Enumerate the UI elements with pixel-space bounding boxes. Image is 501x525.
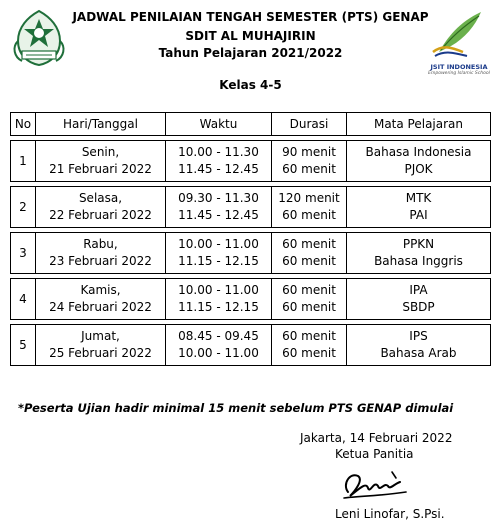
date: 23 Februari 2022 — [49, 254, 152, 268]
subject: SBDP — [402, 300, 435, 314]
row-number: 5 — [10, 324, 36, 366]
time-slot: 10.00 - 11.00 — [178, 283, 259, 297]
time-cell — [166, 140, 272, 182]
day-date-cell — [36, 278, 166, 320]
day: Kamis, — [80, 283, 121, 297]
table-header-row — [10, 112, 491, 136]
subject: Bahasa Indonesia — [365, 145, 472, 159]
header-day-date: Hari/Tanggal — [36, 112, 166, 136]
time-slot: 11.45 - 12.45 — [178, 208, 259, 222]
date: 24 Februari 2022 — [49, 300, 152, 314]
signatory-name: Leni Linofar, S.Psi. — [335, 507, 445, 521]
row-number: 3 — [10, 232, 36, 274]
attendance-note: *Peserta Ujian hadir minimal 15 menit sebelum PTS GENAP dimulai — [18, 401, 454, 415]
duration: 60 menit — [282, 346, 336, 360]
header-time: Waktu — [166, 112, 272, 136]
place-date: Jakarta, 14 Februari 2022 — [300, 431, 453, 445]
time-slot: 09.30 - 11.30 — [178, 191, 259, 205]
duration: 60 menit — [282, 300, 336, 314]
duration: 60 menit — [282, 329, 336, 343]
duration: 60 menit — [282, 237, 336, 251]
subject-cell — [347, 140, 491, 182]
school-name: SDIT AL MUHAJIRIN — [185, 29, 316, 43]
header-subject: Mata Pelajaran — [347, 112, 491, 136]
subject-cell — [347, 278, 491, 320]
table-row — [10, 232, 491, 274]
date: 25 Februari 2022 — [49, 346, 152, 360]
day: Senin, — [81, 145, 120, 159]
subject-cell — [347, 324, 491, 366]
duration: 60 menit — [282, 208, 336, 222]
header-duration: Durasi — [272, 112, 347, 136]
day: Jumat, — [81, 329, 120, 343]
duration: 120 menit — [278, 191, 340, 205]
time-cell — [166, 278, 272, 320]
document-title: JADWAL PENILAIAN TENGAH SEMESTER (PTS) GENAP — [72, 10, 429, 24]
duration-cell — [272, 278, 347, 320]
time-slot: 11.15 - 12.15 — [178, 254, 259, 268]
table-row — [10, 186, 491, 228]
schedule-table — [10, 108, 491, 370]
day-date-cell — [36, 140, 166, 182]
subject: PPKN — [402, 237, 435, 251]
day-date-cell — [36, 232, 166, 274]
time-slot: 11.45 - 12.45 — [178, 162, 259, 176]
subject: IPA — [409, 283, 428, 297]
subject: IPS — [409, 329, 428, 343]
duration: 90 menit — [282, 145, 336, 159]
duration: 60 menit — [282, 283, 336, 297]
time-slot: 11.15 - 12.15 — [178, 300, 259, 314]
time-slot: 08.45 - 09.45 — [178, 329, 259, 343]
table-row — [10, 140, 491, 182]
day: Rabu, — [83, 237, 118, 251]
time-cell — [166, 324, 272, 366]
subject: MTK — [405, 191, 432, 205]
time-slot: 10.00 - 11.00 — [178, 346, 259, 360]
logo-tagline: Empowering Islamic School — [428, 71, 490, 76]
subject: PAI — [409, 208, 428, 222]
subject-cell — [347, 232, 491, 274]
logo-label: JSIT INDONESIA — [430, 63, 488, 71]
duration-cell — [272, 186, 347, 228]
day-date-cell — [36, 324, 166, 366]
time-slot: 10.00 - 11.00 — [178, 237, 259, 251]
subject-cell — [347, 186, 491, 228]
row-number: 4 — [10, 278, 36, 320]
table-row — [10, 324, 491, 366]
subject: PJOK — [404, 162, 433, 176]
signatory-role: Ketua Panitia — [335, 447, 414, 461]
duration: 60 menit — [282, 162, 336, 176]
date: 22 Februari 2022 — [49, 208, 152, 222]
duration-cell — [272, 140, 347, 182]
handwritten-signature — [340, 462, 410, 508]
time-cell — [166, 232, 272, 274]
day: Selasa, — [78, 191, 123, 205]
table-row — [10, 278, 491, 320]
row-number: 2 — [10, 186, 36, 228]
day-date-cell — [36, 186, 166, 228]
date: 21 Februari 2022 — [49, 162, 152, 176]
duration: 60 menit — [282, 254, 336, 268]
row-number: 1 — [10, 140, 36, 182]
time-slot: 10.00 - 11.30 — [178, 145, 259, 159]
subject: Bahasa Arab — [380, 346, 457, 360]
subject: Bahasa Inggris — [374, 254, 463, 268]
class-label: Kelas 4-5 — [219, 78, 282, 92]
duration-cell — [272, 232, 347, 274]
header-no: No — [10, 112, 36, 136]
time-cell — [166, 186, 272, 228]
duration-cell — [272, 324, 347, 366]
academic-year: Tahun Pelajaran 2021/2022 — [158, 46, 343, 60]
